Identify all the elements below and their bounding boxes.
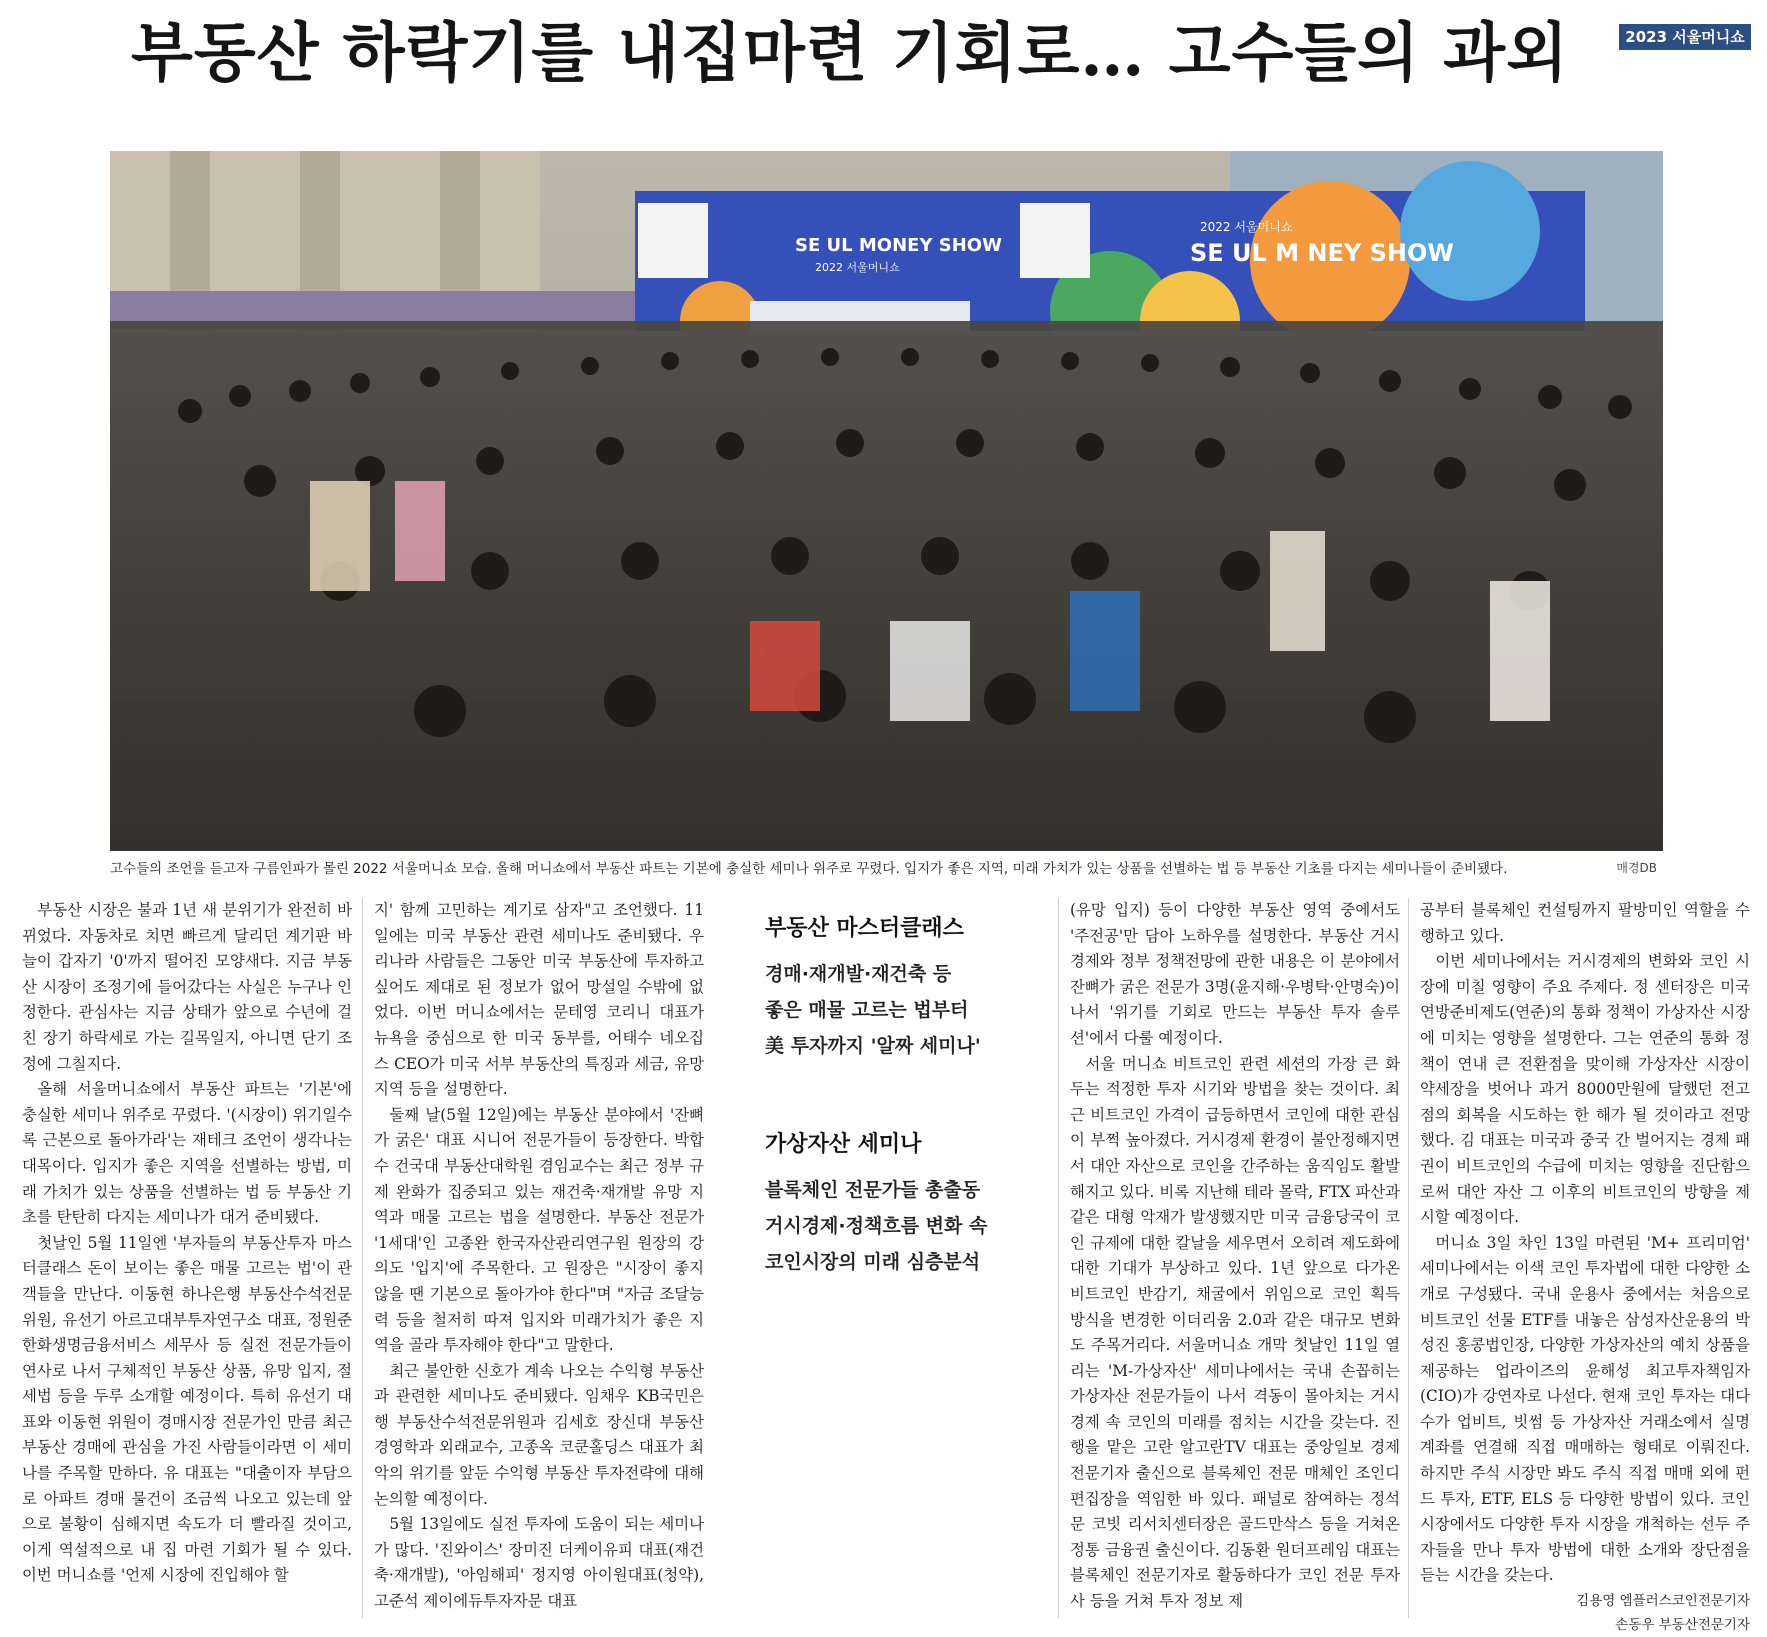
stage-sign-right-top: 2022 서울머니쇼 [1200,220,1293,234]
subhead-title: 가상자산 세미나 [765,1132,922,1157]
paragraph: 지' 함께 고민하는 계기로 삼자"고 조언했다. 11일에는 미국 부동산 관련 세미나도 준비됐다. 우리나라 사람들은 그동안 미국 부동산에 투자하고 싶어도 제대로 된 정보가 없어 망설일 수밖에 없었다. 이번 머니쇼에서는 문테영 코리니 대표가 뉴욕을 중심으로 한 미국 동부를, 어태수 네오집스 CEO가 미국 서부 부동산의 특징과 세금, 유망 지역 등을 설명한다. [374,901,704,1099]
paragraph: 서울 머니쇼 비트코인 관련 세션의 가장 큰 화두는 적정한 투자 시기와 방법을 찾는 것이다. 최근 비트코인 가격이 급등하면서 코인에 대한 관심이 부쩍 높아졌다. 거시경제 환경이 불안정해지면서 대안 자산으로 코인을 간주하는 움직임도 활발해지고 있다. 비록 지난해 테라 몰락, FTX 파산과 같은 대형 악재가 발생했지만 미국 금융당국이 코인 규제에 대한 칼날을 세우면서 오히려 제도화에 대한 기대가 부상하고 있다. 1년 앞으로 다가온 비트코인 반감기, 채굴에서 위임으로 코인 획득 방식을 변경한 이더리움 2.0과 같은 대규모 변화도 주목거리다. 서울머니쇼 개막 첫날인 11일 열리는 'M-가상자산' 세미나에서는 국내 손꼽히는 가상자산 전문가들이 나서 격동이 몰아치는 거시경제 속 코인의 미래를 점치는 시간을 갖는다. 진행을 맡은 고란 알고란TV 대표는 중앙일보 경제전문기자 출신으로 블록체인 전문 매체인 조인디 편집장을 역임한 바 있다. 패널로 참여하는 정석문 코빗 리서치센터장은 골드만삭스 등을 거쳐온 정통 금융권 출신이다. 김동환 원더프레임 대표는 블록체인 전문기자로 활동하다가 코인 전문 투자사 등을 거쳐 투자 정보 제 [1070,1054,1400,1611]
paragraph: 이번 세미나에서는 거시경제의 변화와 코인 시장에 미칠 영향이 주요 주제다. 정 센터장은 미국 연방준비제도(연준)의 통화 정책이 가상자산 시장에 미치는 영향을 설명한다. 그는 연준의 통화 정책이 연내 큰 전환점을 맞이해 가상자산 시장이 약세장을 벗어나 과거 8000만원에 달했던 전고점의 회복을 시도하는 한 해가 될 것이라고 전망했다. 김 대표는 미국과 중국 간 벌어지는 경제 패권이 비트코인의 수급에 미치는 영향을 진단함으로써 대안 자산 그 이후의 비트코인의 방향을 제시할 예정이다. [1420,952,1750,1227]
subhead-real-estate [765,912,1045,1064]
photo-caption: 고수들의 조언을 듣고자 구름인파가 몰린 2022 서울머니쇼 모습. 올해 머니쇼에서 부동산 파트는 기본에 충실한 세미나 위주로 꾸렸다. 입지가 좋은 지역, 미래 가치가 있는 상품을 선별하는 법 등 부동산 기초를 다지는 세미나들이 준비됐다. [110,861,1508,877]
subhead-line: 경매·재개발·재건축 등 [765,963,952,985]
article-column-2 [374,898,704,1618]
event-photo [110,151,1663,851]
paragraph: 5월 13일에도 실전 투자에 도움이 되는 세미나가 많다. '진와이스' 장미진 더케이유피 대표(재건축·재개발), '아임해피' 정지영 아이원대표(청약), 고준석 제이에듀투자자문 대표 [374,1515,704,1611]
stage-sign-left: SE UL MONEY SHOW [795,235,1002,256]
stage-sign-left-sub: 2022 서울머니쇼 [815,261,900,274]
subhead-line: 美 투자까지 '알짜 세미나' [765,1035,981,1057]
subhead-title: 부동산 마스터클래스 [765,916,964,941]
subhead-line: 좋은 매물 고르는 법부터 [765,999,969,1021]
paragraph: 첫날인 5월 11일엔 '부자들의 부동산투자 마스터클래스 돈이 보이는 좋은 매물 고르는 법'이 관객들을 만난다. 이동현 하나은행 부동산수석전문위원, 유선기 아르고대부투자연구소 대표, 정원준 한화생명금융서비스 세무사 등 실전 전문가들이 연사로 나서 구체적인 부동산 상품, 유망 입지, 절세법 등을 두루 소개할 예정이다. 특히 유선기 대표와 이동현 위원이 경매시장 전문가인 만큼 최근 부동산 경매에 관심을 가진 사람들이라면 이 세미나를 주목할 만하다. 유 대표는 "대출이자 부담으로 아파트 경매 물건이 조금씩 나오고 있는데 앞으로 불황이 심해지면 속도가 더 빨라질 것이고, 이게 역설적으로 내 집 마련 기회가 될 수 있다. 이번 머니쇼를 '언제 시장에 진입해야 할 [22,1233,352,1585]
paragraph: 머니쇼 3일 차인 13일 마련된 'M+ 프리미엄' 세미나에서는 이색 코인 투자법에 대한 다양한 소개로 구성됐다. 국내 운용사 중에서는 처음으로 비트코인 선물 ETF를 내놓은 삼성자산운용의 박성진 홍콩법인장, 다양한 가상자산의 예치 상품을 제공하는 업라이즈의 윤해성 최고투자책임자(CIO)가 강연자로 나선다. 현재 코인 투자는 대다수가 업비트, 빗썸 등 가상자산 거래소에서 실명계좌를 연결해 직접 매매하는 형태로 이뤄진다. 하지만 주식 시장만 봐도 주식 직접 매매 외에 펀드 투자, ETF, ELS 등 다양한 방법이 있다. 코인 시장에서도 다양한 투자 시장을 개척하는 선두 주자들을 만나 투자 방법에 대한 소개와 장단점을 듣는 시간을 갖는다. [1420,1233,1750,1585]
headline: 부동산 하락기를 내집마련 기회로… 고수들의 과외 [131,16,1569,91]
photo-credit: 매경DB [1616,861,1657,875]
series-badge: 2023 서울머니쇼 [1619,24,1751,50]
seminar-hall-illustration [110,151,1663,851]
paragraph: 공부터 블록체인 컨설팅까지 팔방미인 역할을 수행하고 있다. [1420,901,1750,945]
article-column-4 [1070,898,1400,1618]
subhead-line: 코인시장의 미래 심층분석 [765,1251,981,1273]
article-column-5 [1420,898,1750,1634]
paragraph: 최근 불안한 신호가 계속 나오는 수익형 부동산과 관련한 세미나도 준비됐다. 임채우 KB국민은행 부동산수석전문위원과 김세호 장신대 부동산경영학과 외래교수, 고종옥 코쿤홀딩스 대표가 최악의 위기를 앞둔 수익형 부동산 투자전략에 대해 논의할 예정이다. [374,1361,704,1508]
byline-real-estate: 손동우 부동산전문기자 [1615,1617,1750,1634]
subhead-virtual-assets [765,1128,1045,1280]
subhead-line: 거시경제·정책흐름 변화 속 [765,1215,988,1237]
paragraph: (유망 입지) 등이 다양한 부동산 영역 중에서도 '주전공'만 담아 노하우를 설명한다. 부동산 거시경제와 정부 정책전망에 관한 내용은 이 분야에서 잔뼈가 굵은 전문가 3명(윤지해·우병탁·안명숙)이 나서 '위기를 기회로 만드는 부동산 투자 솔루션'에서 다룰 예정이다. [1070,901,1400,1047]
paragraph: 둘째 날(5월 12일)에는 부동산 분야에서 '잔뼈가 굵은' 대표 시니어 전문가들이 등장한다. 박합수 건국대 부동산대학원 겸임교수는 최근 정부 규제 완화가 집중되고 있는 재건축·재개발 유망 지역과 매물 고르는 법을 설명한다. 부동산 전문가 '1세대'인 고종완 한국자산관리연구원 원장의 강의도 '입지'에 주목한다. 고 원장은 "시장이 좋지 않을 땐 기본으로 돌아가야 한다"며 "자금 조달능력 등을 철저히 따져 입지와 미래가치가 좋은 지역을 골라 투자해야 한다"고 말한다. [374,1105,704,1355]
paragraph: 부동산 시장은 불과 1년 새 분위기가 완전히 바뀌었다. 자동차로 치면 빠르게 달리던 계기판 바늘이 갑자기 '0'까지 떨어진 모양새다. 지금 부동산 시장이 조정기에 들어갔다는 사실은 누구나 인정한다. 관심사는 지금 상태가 앞으로 수년에 걸친 장기 하락세로 가는 길목일지, 아니면 단기 조정에 그칠지다. [22,901,352,1073]
paragraph: 올해 서울머니쇼에서 부동산 파트는 '기본'에 충실한 세미나 위주로 꾸렸다. '(시장이) 위기일수록 근본으로 돌아가라'는 재테크 조언이 생각나는 대목이다. 입지가 좋은 지역을 선별하는 방법, 미래 가치가 있는 상품을 선별하는 법 등 부동산 기초를 탄탄히 다지는 세미나가 대거 준비됐다. [22,1080,352,1227]
byline-crypto: 김용영 엠플러스코인전문기자 [1576,1593,1750,1610]
stage-sign-right: SE UL M NEY SHOW [1190,239,1454,267]
subhead-line: 블록체인 전문가들 총출동 [765,1179,981,1201]
article-column-1 [22,898,352,1618]
